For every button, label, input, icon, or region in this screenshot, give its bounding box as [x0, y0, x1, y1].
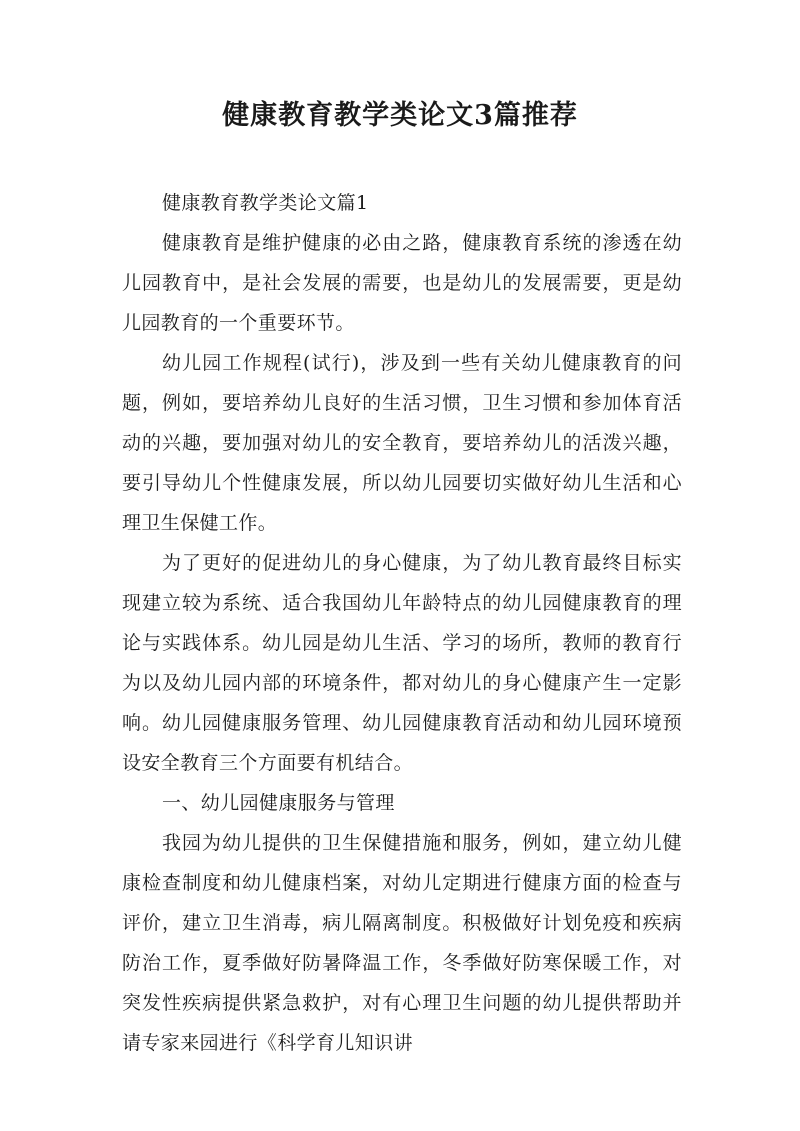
paragraph: 健康教育是维护健康的必由之路，健康教育系统的渗透在幼儿园教育中，是社会发展的需要，也是幼儿的发展需要，更是幼儿园教育的一个重要环节。 [122, 232, 682, 334]
paragraph: 为了更好的促进幼儿的身心健康，为了幼儿教育最终目标实现建立较为系统、适合我国幼儿年龄特点的幼儿园健康教育的理论与实践体系。幼儿园是幼儿生活、学习的场所，教师的教育行为以及幼儿园内部的环境条件，都对幼儿的身心健康产生一定影响。幼儿园健康服务管理、幼儿园健康教育活动和幼儿园环境预设安全教育三个方面要有机结合。 [122, 552, 682, 774]
section-heading: 健康教育教学类论文篇1 [162, 192, 369, 214]
subsection-heading: 一、幼儿园健康服务与管理 [162, 792, 395, 814]
paragraph: 我园为幼儿提供的卫生保健措施和服务，例如，建立幼儿健康检查制度和幼儿健康档案，对幼儿定期进行健康方面的检查与评价，建立卫生消毒，病儿隔离制度。积极做好计划免疫和疾病防治工作，夏季做好防暑降温工作，冬季做好防寒保暖工作，对突发性疾病提供紧急救护，对有心理卫生问题的幼儿提供帮助并请专家来园进行《科学育儿知识讲 [122, 832, 682, 1054]
paragraph: 幼儿园工作规程(试行)，涉及到一些有关幼儿健康教育的问题，例如，要培养幼儿良好的生活习惯，卫生习惯和参加体育活动的兴趣，要加强对幼儿的安全教育，要培养幼儿的活泼兴趣，要引导幼儿个性健康发展，所以幼儿园要切实做好幼儿生活和心理卫生保健工作。 [122, 352, 682, 534]
document-body [122, 183, 682, 1063]
document-title: 健康教育教学类论文3篇推荐 [222, 100, 578, 131]
